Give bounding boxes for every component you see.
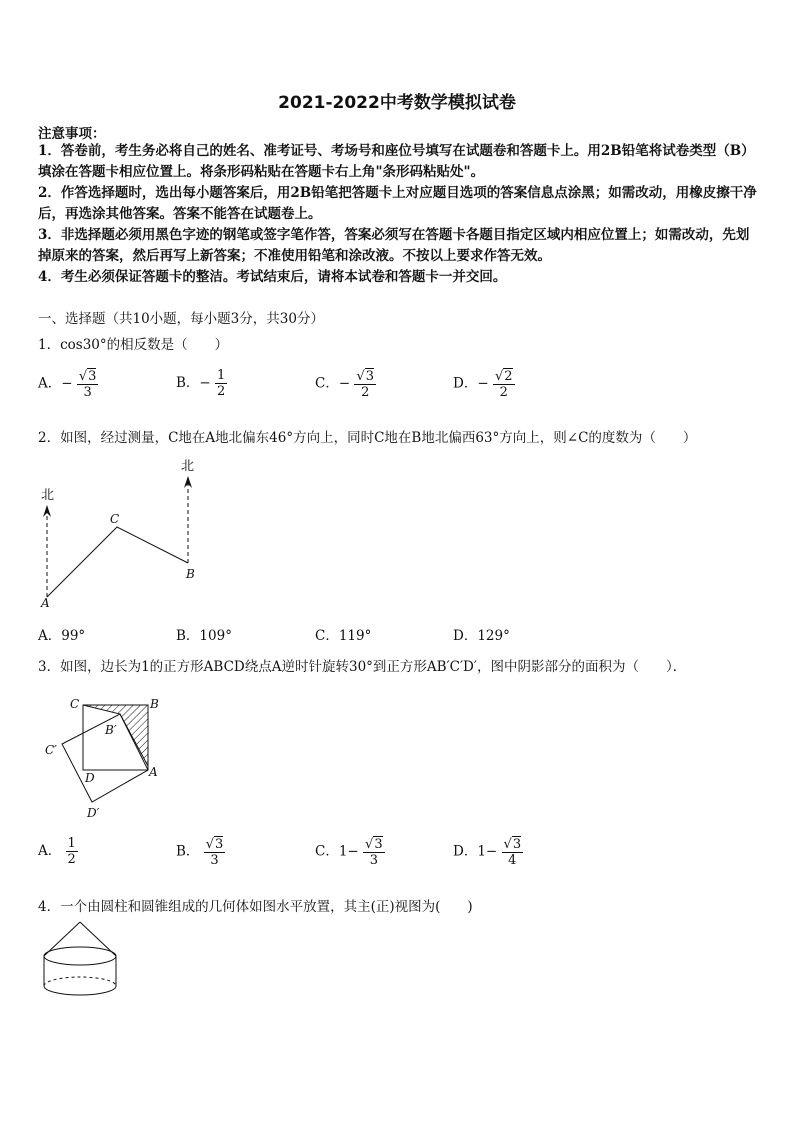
q3-option-d: D．1− $\frac{√3}{4}$ bbox=[453, 837, 522, 868]
q2-point-c: C bbox=[110, 512, 120, 526]
q3-point-d-prime: D′ bbox=[87, 806, 100, 820]
notice-item-1: 1．答卷前，考生务必将自己的姓名、准考证号、考场号和座位号填写在试题卷和答题卡上。用2B铅笔将试卷类型（B）填涂在答题卡相应位置上。将条形码粘贴在答题卡右上角"条形码粘贴处"。 bbox=[38, 143, 755, 180]
q4-cylinder-bottom-front bbox=[44, 986, 116, 995]
q3-point-d: D bbox=[85, 771, 95, 785]
q2-option-d: D．129° bbox=[453, 628, 510, 644]
question-1-stem: 1．cos30°的相反数是（ ） bbox=[38, 337, 229, 353]
q2-north-label-a: 北 bbox=[41, 488, 55, 503]
q1-option-c: C．− $\frac{√3}{2}$ bbox=[315, 369, 375, 400]
q2-direction-figure bbox=[30, 455, 220, 615]
notice-item-3: 3．非选择题必须用黑色字迹的钢笔或签字笔作答，答案必须写在答题卡各题目指定区域内相应位置上；如需改动，先划掉原来的答案，然后再写上新答案；不准使用铅笔和涂改液。不按以上要求作答无效。 bbox=[38, 227, 750, 264]
q2-point-a: A bbox=[41, 596, 50, 610]
q3-option-b: B． $\frac{√3}{3}$ bbox=[176, 837, 224, 868]
notice-item-4: 4．考生必须保证答题卡的整洁。考试结束后，请将本试卷和答题卡一并交回。 bbox=[38, 269, 507, 285]
q4-cylinder-top bbox=[44, 947, 116, 965]
q3-point-c: C bbox=[70, 697, 80, 711]
q2-north-label-b: 北 bbox=[181, 459, 195, 474]
q2-option-b: B．109° bbox=[176, 628, 232, 644]
q2-option-a: A．99° bbox=[38, 628, 86, 644]
q1-option-a: A．− $\frac{√3}{3}$ bbox=[38, 369, 97, 400]
question-4-stem: 4．一个由圆柱和圆锥组成的几何体如图水平放置，其主(正)视图为( ) bbox=[38, 899, 473, 915]
q4-cylinder-cone-figure bbox=[38, 918, 128, 1003]
q2-point-b: B bbox=[186, 567, 195, 581]
question-3-stem: 3．如图，边长为1的正方形ABCD绕点A逆时针旋转30°到正方形AB′C′D′，图中阴影部分的面积为（ ）． bbox=[38, 659, 687, 675]
q3-option-c: C．1− $\frac{√3}{3}$ bbox=[315, 837, 383, 868]
q3-point-c-prime: C′ bbox=[45, 743, 57, 757]
q1-option-d: D．− $\frac{√2}{2}$ bbox=[453, 369, 513, 400]
q3-square-figure bbox=[40, 692, 180, 827]
q2-north-arrow-a bbox=[43, 505, 51, 517]
q2-path-acb bbox=[47, 527, 188, 597]
notice-item-2: 2．作答选择题时，选出每小题答案后，用2B铅笔把答题卡上对应题目选项的答案信息点涂黑；如需改动，用橡皮擦干净后，再选涂其他答案。答案不能答在试题卷上。 bbox=[38, 185, 757, 222]
q1-option-b: B．− $\frac{1}{2}$ bbox=[176, 368, 226, 399]
q4-cylinder-bottom-back bbox=[44, 977, 116, 986]
q3-point-b-prime: B′ bbox=[105, 723, 117, 737]
section-heading: 一、选择题（共10小题，每小题3分，共30分） bbox=[38, 311, 324, 327]
q3-point-a: A bbox=[149, 765, 158, 779]
notice-heading: 注意事项： bbox=[38, 126, 106, 142]
q3-option-a: A． $\frac{1}{2}$ bbox=[38, 836, 76, 867]
q3-point-b: B bbox=[150, 697, 159, 711]
q2-option-c: C．119° bbox=[315, 628, 372, 644]
question-2-stem: 2．如图，经过测量，C地在A地北偏东46°方向上，同时C地在B地北偏西63°方向上，则∠C的度数为（ ） bbox=[38, 430, 697, 446]
q2-north-arrow-b bbox=[184, 476, 192, 488]
exam-title: 2021-2022中考数学模拟试卷 bbox=[278, 93, 516, 113]
